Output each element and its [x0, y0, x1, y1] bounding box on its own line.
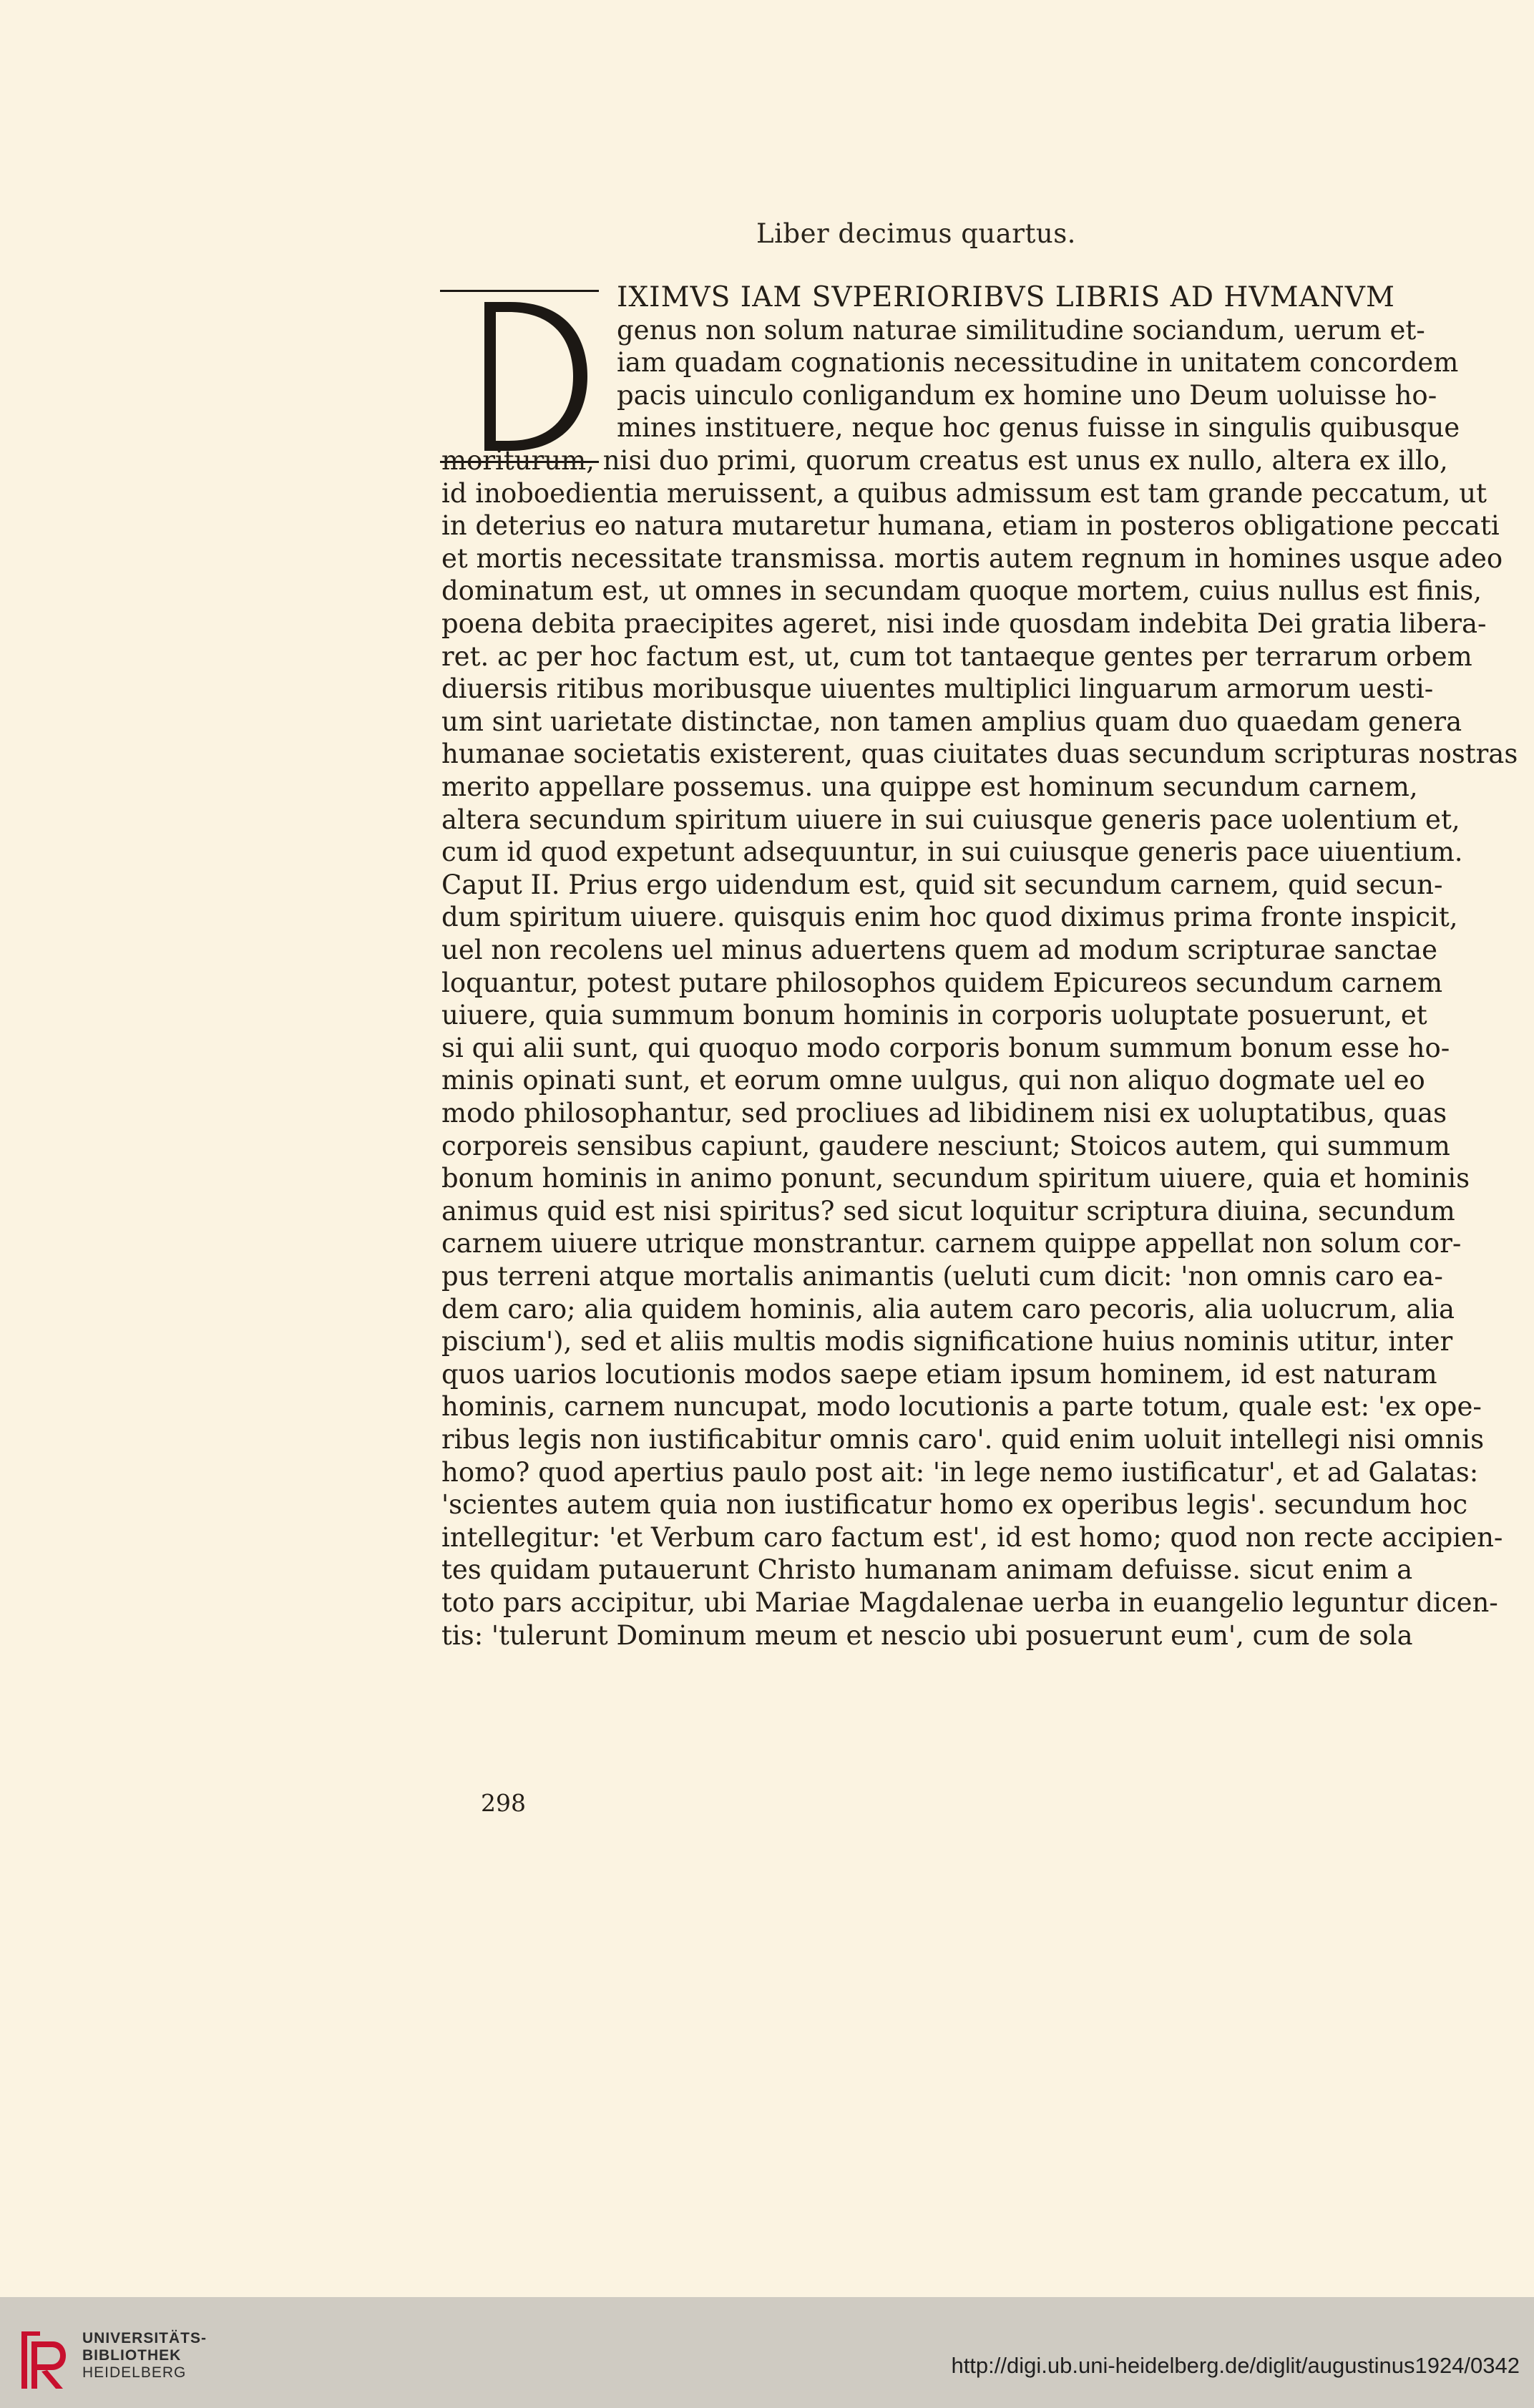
library-name-line3: HEIDELBERG	[82, 2364, 187, 2381]
text-line: merito appellare possemus. una quippe est hominum secundum carnem,	[441, 771, 1418, 802]
text-line: genus non solum naturae similitudine sociandum, uerum et-	[617, 315, 1425, 346]
text-line: tis: 'tulerunt Dominum meum et nescio ubi posuerunt eum', cum de sola	[441, 1620, 1413, 1651]
library-name-line2: BIBLIOTHEK	[82, 2347, 182, 2364]
text-line: pacis uinculo conligandum ex homine uno Deum uoluisse ho-	[617, 380, 1437, 411]
text-line: si qui alii sunt, qui quoquo modo corporis bonum summum bonum esse ho-	[441, 1033, 1450, 1063]
text-line: hominis, carnem nuncupat, modo locutionis a parte totum, quale est: 'ex ope-	[441, 1391, 1482, 1422]
text-line: diuersis ritibus moribusque uiuentes multiplici linguarum armorum uesti-	[441, 673, 1434, 704]
text-line: piscium'), sed et aliis multis modis significatione huius nominis utitur, inter	[441, 1326, 1453, 1357]
text-line: id inoboedientia meruissent, a quibus admissum est tam grande peccatum, ut	[441, 478, 1487, 509]
text-line: dem caro; alia quidem hominis, alia autem caro pecoris, alia uolucrum, alia	[441, 1294, 1455, 1325]
text-line: ribus legis non iustificabitur omnis caro'. quid enim uoluit intellegi nisi omnis	[441, 1424, 1485, 1455]
page-number: 298	[481, 1789, 526, 1817]
library-name-line1: UNIVERSITÄTS-	[82, 2330, 207, 2346]
running-head: Liber decimus quartus.	[756, 218, 1076, 249]
library-name	[82, 2330, 207, 2382]
text-line: uiuere, quia summum bonum hominis in corporis uoluptate posuerunt, et	[441, 1000, 1427, 1030]
text-line: uel non recolens uel minus aduertens quem ad modum scripturae sanctae	[441, 935, 1437, 965]
text-line: minis opinati sunt, et eorum omne uulgus, qui non aliquo dogmate uel eo	[441, 1065, 1425, 1096]
dropcap-initial	[440, 290, 599, 463]
text-line: tes quidam putauerunt Christo humanam animam defuisse. sicut enim a	[441, 1554, 1413, 1585]
dropcap-letter-d	[440, 292, 599, 461]
text-line: 'scientes autem quia non iustificatur homo ex operibus legis'. secundum hoc	[441, 1489, 1468, 1520]
text-line: loquantur, potest putare philosophos quidem Epicureos secundum carnem	[441, 967, 1443, 998]
text-line: moriturum, nisi duo primi, quorum creatus est unus ex nullo, altera ex illo,	[441, 445, 1448, 476]
text-line: carnem uiuere utrique monstrantur. carnem quippe appellat non solum cor-	[441, 1228, 1462, 1259]
text-line: bonum hominis in animo ponunt, secundum spiritum uiuere, quia et hominis	[441, 1163, 1470, 1194]
text-line: in deterius eo natura mutaretur humana, etiam in posteros obligatione peccati	[441, 510, 1500, 541]
text-line: iam quadam cognationis necessitudine in unitatem concordem	[617, 347, 1459, 378]
text-line: homo? quod apertius paulo post ait: 'in lege nemo iustificatur', et ad Galatas:	[441, 1457, 1479, 1488]
text-line: cum id quod expetunt adsequuntur, in sui cuiusque generis pace uiuentium.	[441, 837, 1463, 867]
text-line: et mortis necessitate transmissa. mortis autem regnum in homines usque adeo	[441, 543, 1503, 574]
text-line: Caput II. Prius ergo uidendum est, quid sit secundum carnem, quid secun-	[441, 869, 1443, 900]
text-line: humanae societatis existerent, quas ciuitates duas secundum scripturas nostras	[441, 739, 1518, 769]
library-logo-icon	[16, 2327, 72, 2393]
text-line: poena debita praecipites ageret, nisi inde quosdam indebita Dei gratia libera-	[441, 608, 1487, 639]
text-line: animus quid est nisi spiritus? sed sicut loquitur scriptura diuina, secundum	[441, 1196, 1455, 1227]
permalink-url[interactable]: http://digi.ub.uni-heidelberg.de/diglit/augustinus1924/0342	[951, 2353, 1520, 2378]
text-line: corporeis sensibus capiunt, gaudere nesciunt; Stoicos autem, qui summum	[441, 1131, 1450, 1161]
text-line: IXIMVS IAM SVPERIORIBVS LIBRIS AD HVMANVM	[617, 281, 1395, 313]
text-line: intellegitur: 'et Verbum caro factum est', id est homo; quod non recte accipien-	[441, 1522, 1503, 1553]
text-line: dum spiritum uiuere. quisquis enim hoc quod diximus prima fronte inspicit,	[441, 902, 1458, 932]
text-line: dominatum est, ut omnes in secundam quoque mortem, cuius nullus est finis,	[441, 575, 1482, 606]
text-line: modo philosophantur, sed procliues ad libidinem nisi ex uoluptatibus, quas	[441, 1098, 1447, 1129]
text-line: pus terreni atque mortalis animantis (ueluti cum dicit: 'non omnis caro ea-	[441, 1261, 1443, 1292]
text-line: quos uarios locutionis modos saepe etiam ipsum hominem, id est naturam	[441, 1359, 1437, 1390]
viewer-footer	[0, 2297, 1534, 2408]
text-line: mines instituere, neque hoc genus fuisse in singulis quibusque	[617, 412, 1460, 443]
text-line: um sint uarietate distinctae, non tamen amplius quam duo quaedam genera	[441, 706, 1462, 737]
text-line: altera secundum spiritum uiuere in sui cuiusque generis pace uolentium et,	[441, 804, 1460, 835]
text-line: toto pars accipitur, ubi Mariae Magdalenae uerba in euangelio leguntur dicen-	[441, 1587, 1498, 1618]
text-line: ret. ac per hoc factum est, ut, cum tot tantaeque gentes per terrarum orbem	[441, 641, 1472, 672]
